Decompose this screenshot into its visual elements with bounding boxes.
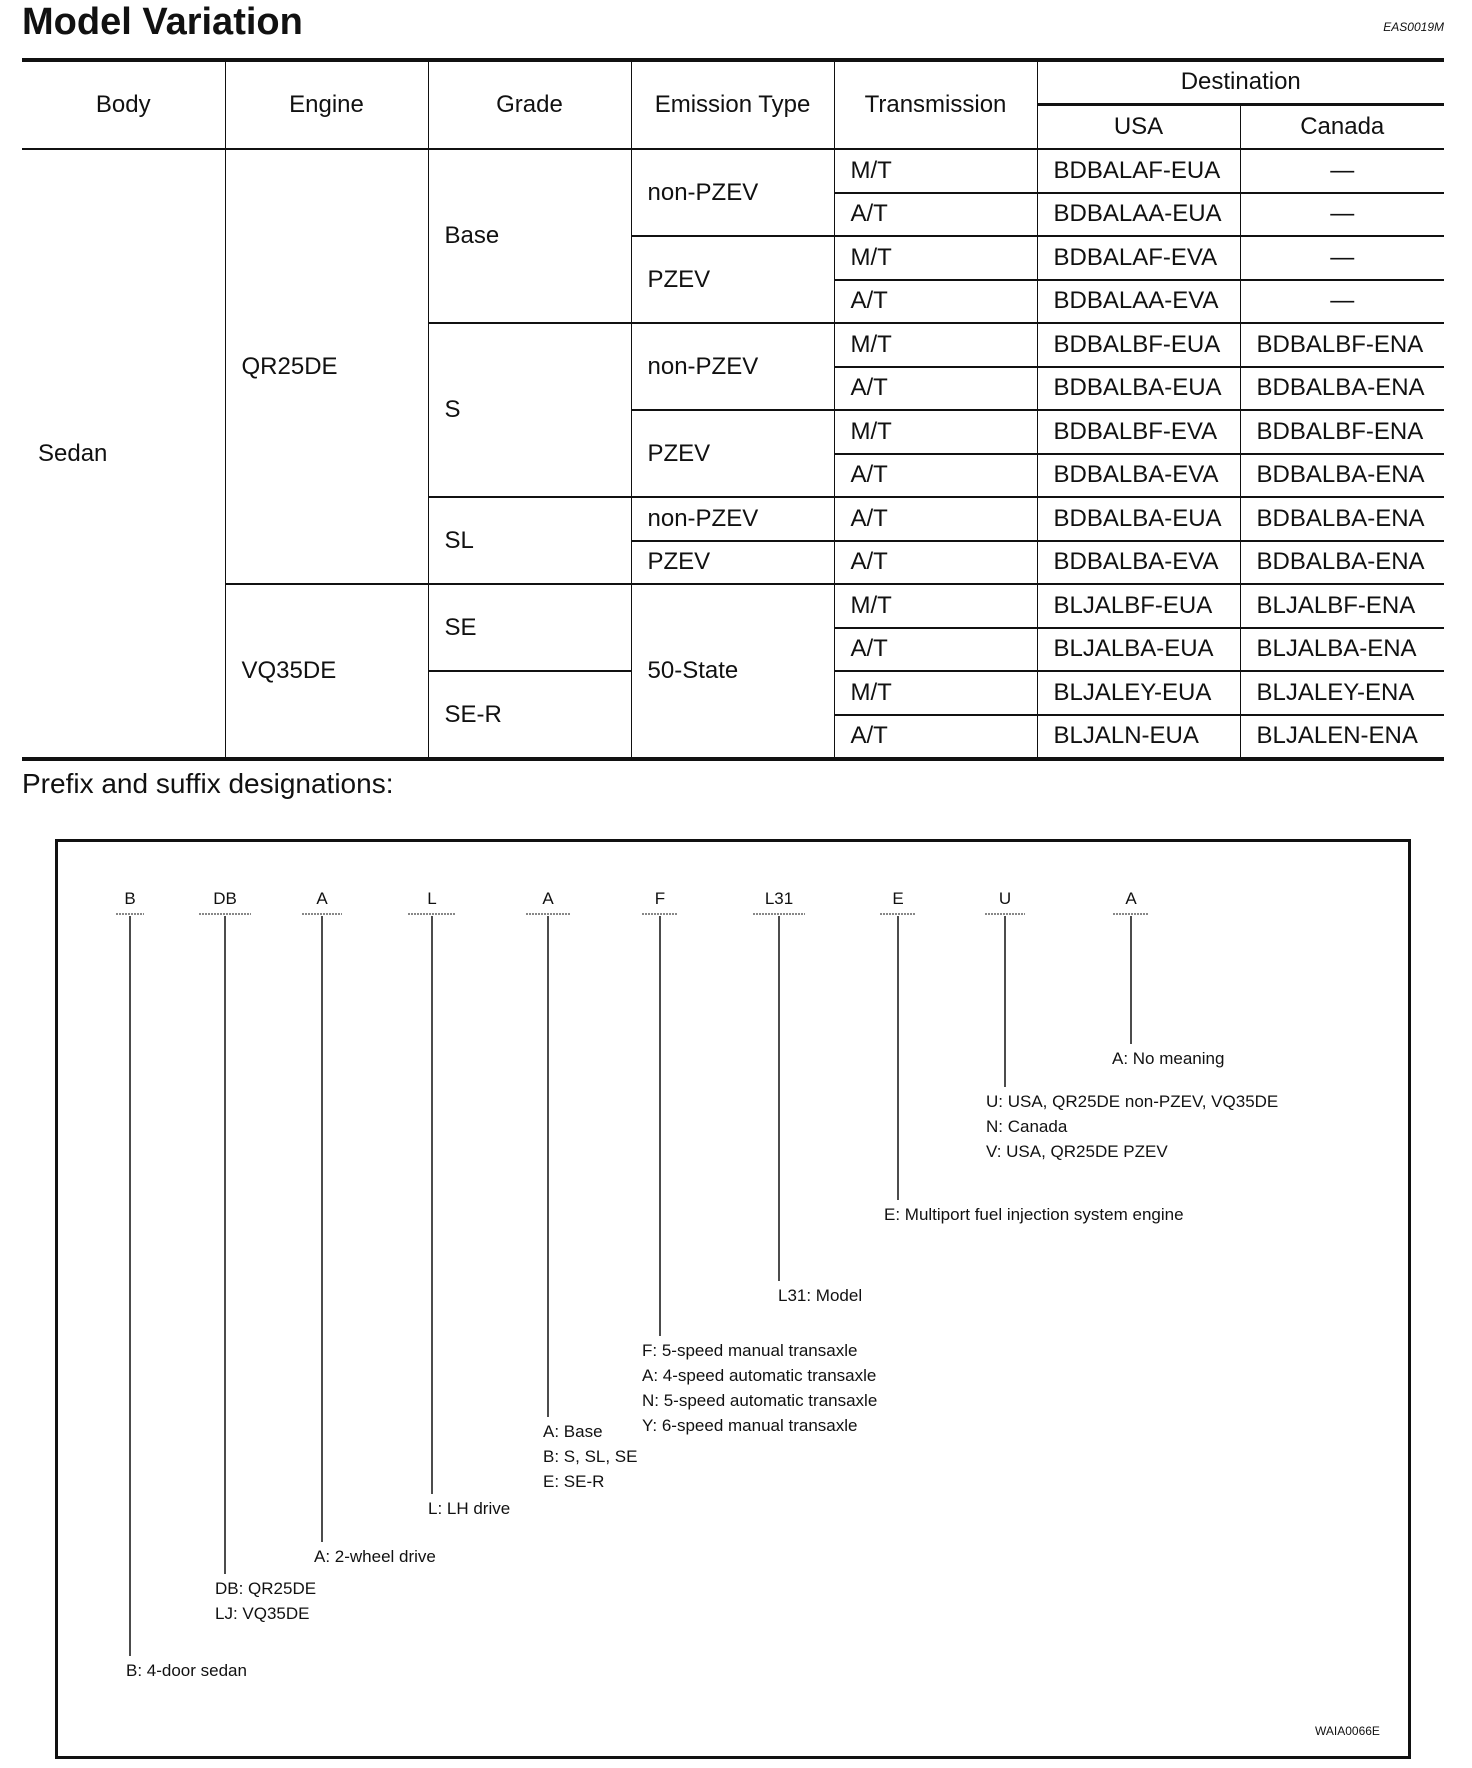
header-grade: Grade bbox=[428, 60, 631, 149]
body-cell: Sedan bbox=[22, 149, 225, 759]
emission-cell: PZEV bbox=[631, 410, 834, 497]
usa-cell: BLJALN-EUA bbox=[1037, 715, 1240, 760]
canada-cell: BLJALEN-ENA bbox=[1256, 722, 1418, 750]
canada-cell: BLJALBF-ENA bbox=[1240, 584, 1444, 628]
grade-cell: SE-R bbox=[428, 671, 631, 759]
designation-description: A: No meaning bbox=[1112, 1049, 1225, 1068]
page-title: Model Variation bbox=[22, 1, 303, 43]
usa-cell: BLJALEY-EUA bbox=[1037, 671, 1240, 715]
designation-description: E: Multiport fuel injection system engine bbox=[884, 1205, 1184, 1224]
designation-description: A: 4-speed automatic transaxle bbox=[642, 1366, 877, 1385]
usa-cell: BDBALBA-EUA bbox=[1037, 497, 1240, 541]
designation-letter: L31 bbox=[764, 889, 794, 908]
designation-description: Y: 6-speed manual transaxle bbox=[642, 1416, 858, 1435]
table-row bbox=[22, 584, 1444, 628]
designation-letter: F bbox=[654, 889, 666, 908]
header-engine: Engine bbox=[225, 60, 428, 149]
emission-cell: non-PZEV bbox=[631, 323, 834, 410]
model-variation-table bbox=[22, 58, 1444, 761]
transmission-cell: A/T bbox=[834, 367, 1037, 411]
transmission-cell: A/T bbox=[834, 715, 1037, 760]
transmission-cell: A/T bbox=[834, 628, 1037, 672]
engine-cell: VQ35DE bbox=[225, 584, 428, 759]
prefix-heading: Prefix and suffix designations: bbox=[22, 768, 394, 799]
emission-cell: PZEV bbox=[631, 541, 834, 585]
designation-description: F: 5-speed manual transaxle bbox=[642, 1341, 858, 1360]
canada-cell: — bbox=[1240, 280, 1444, 324]
designation-description: B: 4-door sedan bbox=[126, 1661, 247, 1680]
usa-cell: BDBALAF-EVA bbox=[1037, 236, 1240, 280]
header-usa: USA bbox=[1037, 104, 1240, 149]
designation-letter: E bbox=[892, 889, 904, 908]
designation-letter: DB bbox=[213, 889, 237, 908]
designation-letter: A bbox=[316, 889, 328, 908]
usa-cell: BDBALAA-EVA bbox=[1037, 280, 1240, 324]
transmission-cell: M/T bbox=[834, 671, 1037, 715]
designation-letter: L bbox=[427, 889, 437, 908]
designation-description: E: SE-R bbox=[543, 1472, 605, 1491]
transmission-cell: M/T bbox=[834, 149, 1037, 193]
designation-description: LJ: VQ35DE bbox=[215, 1604, 310, 1623]
designation-description: B: S, SL, SE bbox=[543, 1447, 638, 1466]
header-emission-type: Emission Type bbox=[631, 60, 834, 149]
header-body: Body bbox=[22, 60, 225, 149]
canada-cell: BDBALBA-ENA bbox=[1240, 454, 1444, 498]
designation-diagram-canvas bbox=[58, 842, 1408, 1756]
transmission-cell: A/T bbox=[834, 497, 1037, 541]
canada-cell: BDBALBA-ENA bbox=[1240, 541, 1444, 585]
usa-cell: BDBALBF-EVA bbox=[1037, 410, 1240, 454]
canada-cell: BLJALEY-ENA bbox=[1240, 671, 1444, 715]
designation-description: L31: Model bbox=[778, 1286, 863, 1305]
header-destination: Destination bbox=[1037, 60, 1444, 104]
transmission-cell: M/T bbox=[834, 323, 1037, 367]
usa-cell: BDBALBA-EUA bbox=[1037, 367, 1240, 411]
usa-cell: BLJALBA-EUA bbox=[1037, 628, 1240, 672]
canada-cell: BDBALBF-ENA bbox=[1240, 323, 1444, 367]
canada-cell: BDBALBF-ENA bbox=[1240, 410, 1444, 454]
usa-cell: BDBALBF-EUA bbox=[1037, 323, 1240, 367]
emission-cell: 50-State bbox=[631, 584, 834, 759]
emission-cell: non-PZEV bbox=[631, 497, 834, 541]
designation-letter: U bbox=[998, 889, 1012, 908]
emission-cell: non-PZEV bbox=[631, 149, 834, 236]
canada-cell: BDBALBA-ENA bbox=[1240, 367, 1444, 411]
document-code: EAS0019M bbox=[1383, 20, 1444, 34]
canada-cell: BDBALBA-ENA bbox=[1240, 497, 1444, 541]
designation-description: N: 5-speed automatic transaxle bbox=[642, 1391, 878, 1410]
transmission-cell: M/T bbox=[834, 236, 1037, 280]
designation-description: U: USA, QR25DE non-PZEV, VQ35DE bbox=[986, 1092, 1279, 1111]
transmission-cell: M/T bbox=[834, 410, 1037, 454]
canada-cell: — bbox=[1240, 193, 1444, 237]
grade-cell: S bbox=[428, 323, 631, 497]
designation-diagram bbox=[55, 839, 1411, 1759]
canada-cell: BLJALBA-ENA bbox=[1240, 628, 1444, 672]
canada-cell: — bbox=[1240, 236, 1444, 280]
figure-code: WAIA0066E bbox=[1315, 1724, 1380, 1738]
transmission-cell: M/T bbox=[834, 584, 1037, 628]
usa-cell: BDBALAF-EUA bbox=[1037, 149, 1240, 193]
grade-cell: SE bbox=[428, 584, 631, 671]
canada-cell: — bbox=[1240, 149, 1444, 193]
transmission-cell: A/T bbox=[834, 193, 1037, 237]
designation-description: V: USA, QR25DE PZEV bbox=[986, 1142, 1168, 1161]
grade-cell: SL bbox=[428, 497, 631, 584]
designation-description: DB: QR25DE bbox=[215, 1579, 317, 1598]
header-transmission: Transmission bbox=[834, 60, 1037, 149]
designation-description: N: Canada bbox=[986, 1117, 1068, 1136]
header-canada: Canada bbox=[1240, 104, 1444, 149]
designation-letter: B bbox=[124, 889, 136, 908]
engine-cell: QR25DE bbox=[225, 149, 428, 584]
usa-cell: BDBALBA-EVA bbox=[1037, 541, 1240, 585]
emission-cell: PZEV bbox=[631, 236, 834, 323]
transmission-cell: A/T bbox=[834, 280, 1037, 324]
usa-cell: BLJALBF-EUA bbox=[1037, 584, 1240, 628]
transmission-cell: A/T bbox=[834, 454, 1037, 498]
usa-cell: BDBALBA-EVA bbox=[1037, 454, 1240, 498]
designation-letter: A bbox=[1125, 889, 1137, 908]
designation-description: L: LH drive bbox=[428, 1499, 511, 1518]
transmission-cell: A/T bbox=[834, 541, 1037, 585]
designation-description: A: Base bbox=[543, 1422, 603, 1441]
usa-cell: BDBALAA-EUA bbox=[1037, 193, 1240, 237]
designation-description: A: 2-wheel drive bbox=[314, 1547, 436, 1566]
grade-cell: Base bbox=[428, 149, 631, 323]
table-row bbox=[22, 149, 1444, 193]
designation-letter: A bbox=[542, 889, 554, 908]
